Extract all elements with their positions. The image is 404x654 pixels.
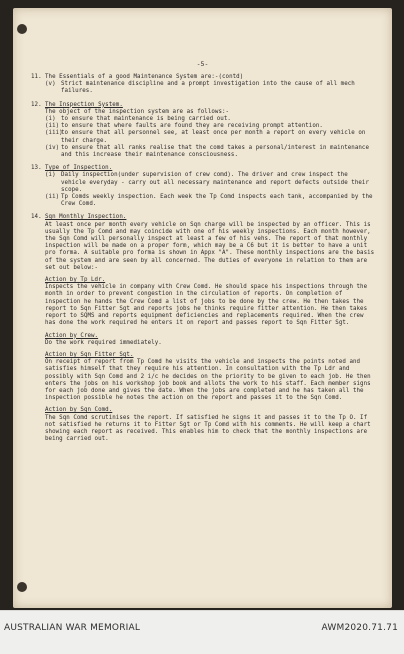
section-12: [31, 102, 376, 160]
subsection-heading: Action by Tp Ldr.: [45, 277, 106, 284]
subsection-heading: Action by Sqn Fitter Sgt.: [45, 351, 134, 358]
punch-hole: [17, 24, 27, 34]
section-heading: Type of Inspection.: [45, 165, 113, 172]
section-11: [31, 74, 376, 96]
subsection-tp-ldr: [31, 277, 376, 327]
document-body: [31, 74, 376, 449]
section-intro: The object of the inspection system are as follows:-: [45, 108, 230, 115]
page-number: -5-: [196, 60, 209, 68]
subsection-text: Inspects the vehicle in company with Crew Comd. He should space his inspections through the month in order to prevent congestion in the circulation of reports. On completion of inspection he hands the Crew Comd a list of jobs to be done by the crew. He then takes the report to Sqn Fitter Sgt and reports jobs he thinks require fitter attention. He then takes report to SQMS and reports equipment deficiencies and replacements required. When the crew has done the work required he enters it on report and passes report to Sqn Fitter Sgt.: [45, 284, 368, 327]
document-sheet: [13, 8, 392, 608]
section-14: [31, 214, 376, 443]
list-item: (iv) to ensure that all ranks realise that the comd takes a personal/interest in maintenance and this increase their maintenance consciousness.: [45, 144, 369, 159]
subsection-fitter-sgt: [31, 352, 376, 402]
list-item: (iii) to ensure that all personnel see, at least once per month a report on every vehicle on their charge.: [45, 130, 366, 144]
list-item: (ii) to ensure that where faults are found they are receiving prompt attention.: [45, 123, 323, 130]
section-number: 12.: [31, 101, 42, 108]
section-heading: The Inspection System.: [45, 101, 123, 108]
section-number: 14.: [31, 214, 42, 221]
subsection-heading: Action by Sqn Comd.: [45, 407, 113, 414]
subsection-text: On receipt of report from Tp Comd he visits the vehicle and inspects the points noted and satisfies himself that they require his attention. In consultation with the Tp Ldr and possibly with Sqn Comd and 2 i/c he decides on the priority to be given to each job. He then enters the jobs on his workshop job book and allots the work to his staff. Each member signs for each job done and gives the date. When the jobs are completed and he has taken all the inspection possible he notes the action on the report and passes it to the Sqn Comd.: [45, 359, 371, 402]
subsection-sqn-comd: [31, 407, 376, 443]
subsection-text: Do the work required immediately.: [45, 339, 162, 346]
list-item: (i) Daily inspection(under supervision of crew comd). The driver and crew inspect the vehicle everyday - carry out all necessary maintenance and report defects outside their scope.: [45, 172, 369, 193]
section-heading: The Essentials of a good Maintenance System are:-(contd): [45, 74, 244, 80]
footer-institution: AUSTRALIAN WAR MEMORIAL: [4, 623, 141, 633]
archive-footer: [0, 610, 404, 654]
list-item: (i) to ensure that maintenance is being carried out.: [45, 116, 231, 123]
subsection-text: The Sqn Comd scrutinises the report. If satisfied he signs it and passes it to the Tp O. If not satisfied he returns it to Fitter Sgt or Tp Comd with his comments. He will keep a chart showing each report as received. This enables him to check that the monthly inspections are being carried out.: [45, 414, 371, 443]
list-item: (ii) Tp Comds weekly inspection. Each week the Tp Comd inspects each tank, accompanied by the Crew Comd.: [45, 194, 373, 208]
subsection-heading: Action by Crew.: [45, 332, 99, 339]
section-13: [31, 165, 376, 208]
section-number: 13.: [31, 165, 42, 172]
section-number: 11.: [31, 74, 42, 80]
list-item: (v) Strict maintenance discipline and a prompt investigation into the cause of all mech failures.: [45, 81, 355, 95]
punch-hole: [17, 582, 27, 592]
section-text: At least once per month every vehicle on Sqn charge will be inspected by an officer. This is usually the Tp Comd and may coincide with one of his weekly inspections. Each month however, the Sqn Comd will personally inspect at least a few of his vehs. The report of that monthly inspection will be made on a proper form, which may be a C6 but it is better to have a unit pro forma. A suitable pro forma is shown in Appx "A". These monthly inspections are the basis of the system and are seen by all concerned. The duties of everyone in relation to them are set out below:-: [45, 221, 375, 271]
subsection-crew: [31, 333, 376, 347]
footer-catalogue-id: AWM2020.71.71: [321, 623, 398, 633]
section-heading: Sqn Monthly Inspection.: [45, 214, 127, 221]
